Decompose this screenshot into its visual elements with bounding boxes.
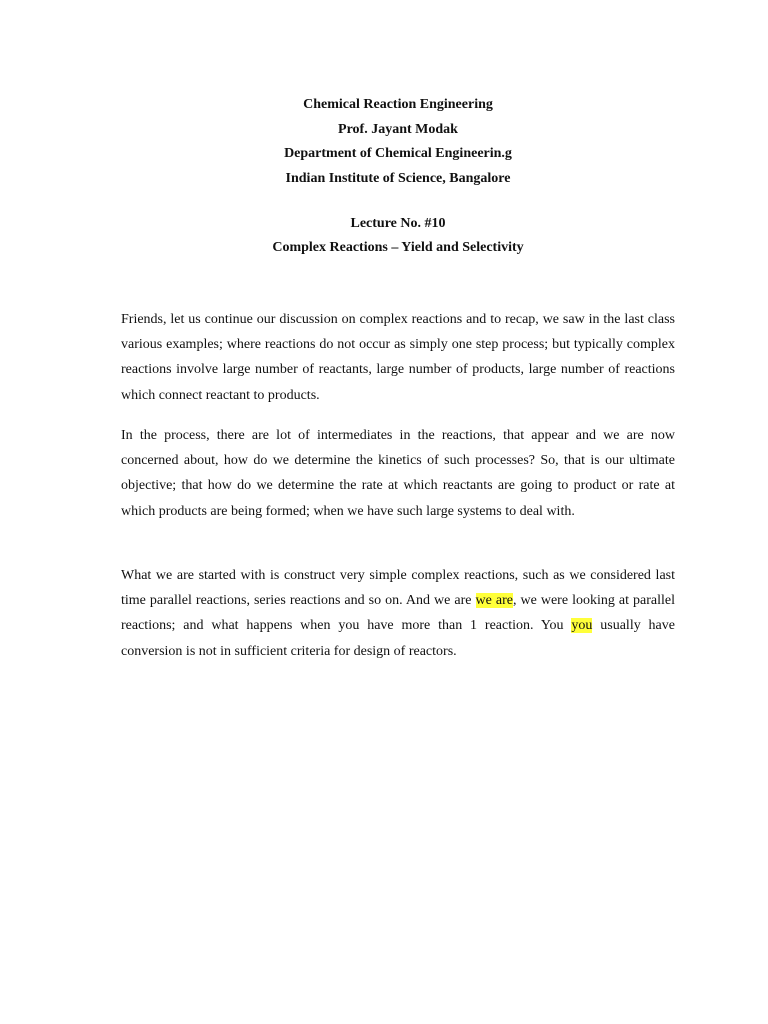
paragraph-2: In the process, there are lot of intermediates in the reactions, that appear and we are now concerned about, how do we determine the kinetics of such processes? So, that is our ultimate objective; that how do we determine the rate at which reactants are going to product or rate at which products are being formed; when we have such large systems to deal with. <box>121 428 675 519</box>
highlighted-text-you: you <box>571 618 593 634</box>
paragraph-3-text-a: What we are started with is construct very simple complex reactions, such as we considered last time parallel reactions, series reactions and so on. And we are <box>121 568 675 609</box>
paragraph-3-text-b: , we were looking at parallel reactions; and what happens when you have more than 1 reaction. You <box>121 593 675 634</box>
course-title: Chemical Reaction Engineering <box>303 97 493 112</box>
title-spacer <box>0 191 768 212</box>
paragraph-3 <box>121 563 675 664</box>
paragraph-3-text-c: usually have conversion is not in sufficient criteria for design of reactors. <box>121 618 675 659</box>
department-name: Department of Chemical Engineerin.g <box>284 146 512 161</box>
lecture-title: Complex Reactions – Yield and Selectivity <box>272 240 524 255</box>
highlighted-text-we-are: we are <box>475 593 513 609</box>
institute-name: Indian Institute of Science, Bangalore <box>285 170 511 186</box>
paragraph-1: Friends, let us continue our discussion on complex reactions and to recap, we saw in the last class various examples; where reactions do not occur as simply one step process; but typically complex reactions involve large number of reactants, large number of products, large number of reactions which connect reactant to products. <box>121 312 675 403</box>
title-block <box>0 93 768 261</box>
professor-name: Prof. Jayant Modak <box>338 121 458 137</box>
lecture-number: Lecture No. #10 <box>350 215 446 231</box>
